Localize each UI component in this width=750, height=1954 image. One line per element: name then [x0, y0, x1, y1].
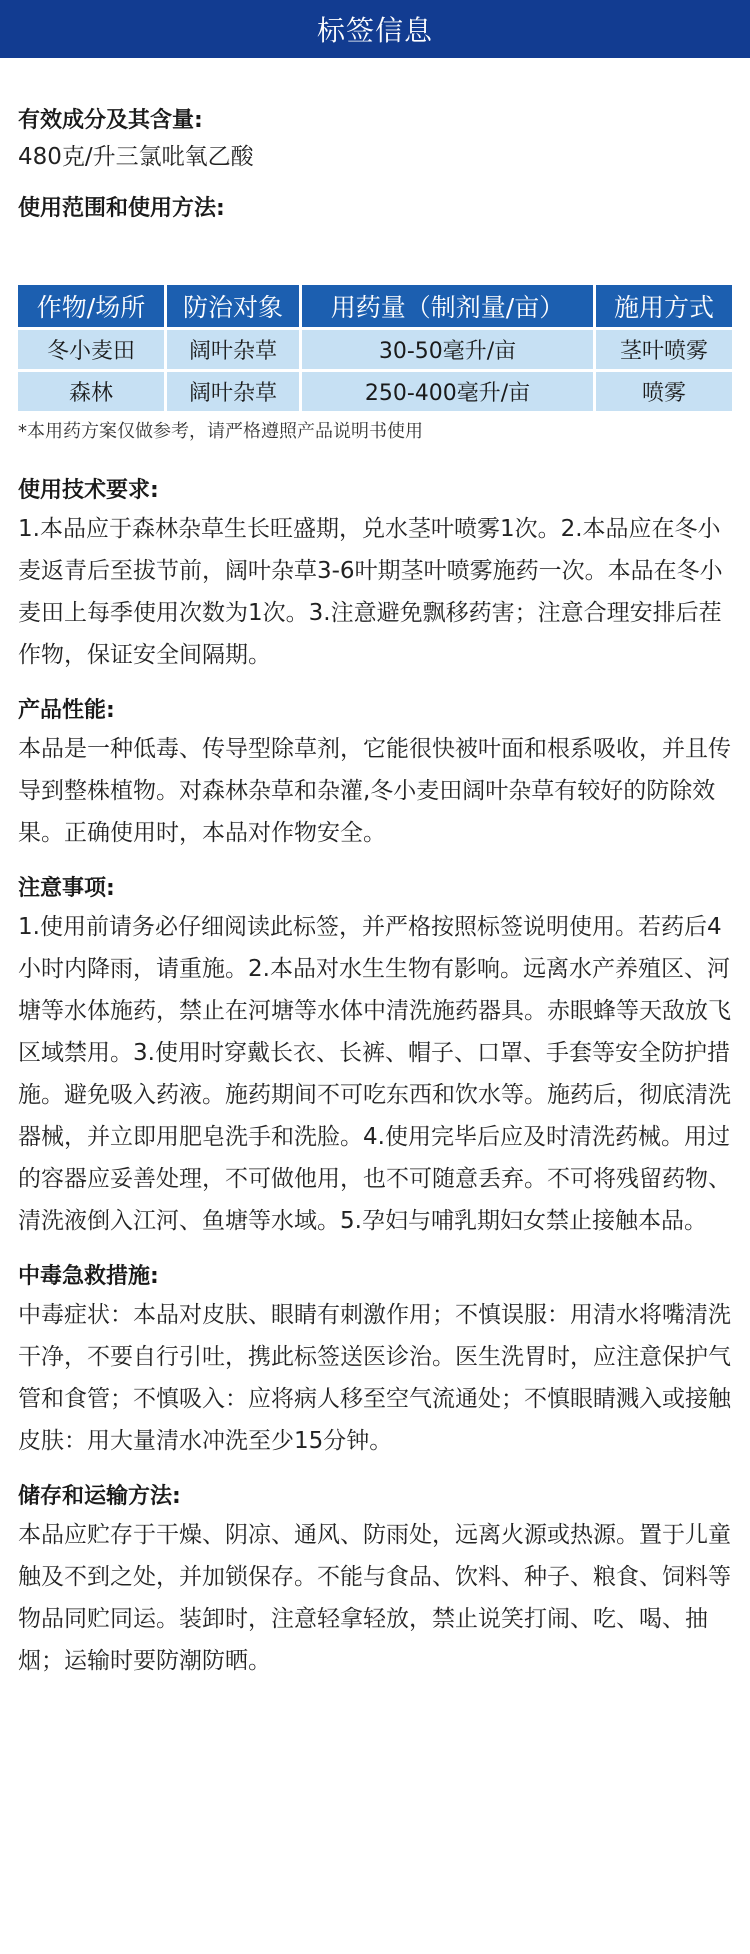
caution-section — [18, 872, 732, 1242]
technical-body: 1.本品应于森林杂草生长旺盛期，兑水茎叶喷雾1次。2.本品应在冬小麦返青后至拔节前，阔叶杂草3-6叶期茎叶喷雾施药一次。本品在冬小麦田上每季使用次数为1次。3.注意避免飘移药害；注意合理安排后茬作物，保证安全间隔期。 — [18, 516, 723, 668]
header-method: 施用方式 — [596, 285, 732, 327]
first-aid-body: 中毒症状：本品对皮肤、眼睛有刺激作用；不慎误服：用清水将嘴清洗干净，不要自行引吐，携此标签送医诊治。医生洗胃时，应注意保护气管和食管；不慎吸入：应将病人移至空气流通处；不慎眼睛溅入或接触皮肤：用大量清水冲洗至少15分钟。 — [18, 1302, 731, 1454]
first-aid-title: 中毒急救措施: — [18, 1264, 159, 1289]
caution-title: 注意事项: — [18, 876, 115, 901]
performance-section — [18, 694, 732, 854]
table-row — [18, 372, 732, 411]
table-cell: 250-400毫升/亩 — [302, 372, 593, 411]
usage-title: 使用范围和使用方法: — [18, 196, 225, 221]
dosage-note: *本用药方案仅做参考，请严格遵照产品说明书使用 — [18, 421, 423, 442]
storage-title: 储存和运输方法: — [18, 1484, 181, 1509]
table-row — [18, 330, 732, 369]
table-cell: 森林 — [18, 372, 164, 411]
header-crop: 作物/场所 — [18, 285, 164, 327]
storage-section — [18, 1480, 732, 1682]
table-cell: 阔叶杂草 — [167, 330, 299, 369]
table-cell: 茎叶喷雾 — [596, 330, 732, 369]
active-ingredient-title: 有效成分及其含量: — [18, 108, 203, 133]
performance-body: 本品是一种低毒、传导型除草剂，它能很快被叶面和根系吸收，并且传导到整株植物。对森林杂草和杂灌,冬小麦田阔叶杂草有较好的防除效果。正确使用时，本品对作物安全。 — [18, 736, 731, 846]
first-aid-section — [18, 1260, 732, 1462]
label-content — [0, 104, 750, 1682]
active-ingredient-section — [18, 104, 732, 176]
usage-section — [18, 192, 732, 226]
technical-title: 使用技术要求: — [18, 478, 159, 503]
dosage-table — [15, 282, 735, 414]
dosage-table-header-row — [18, 285, 732, 327]
active-ingredient-body: 480克/升三氯吡氧乙酸 — [18, 144, 254, 170]
table-cell: 冬小麦田 — [18, 330, 164, 369]
storage-body: 本品应贮存于干燥、阴凉、通风、防雨处，远离火源或热源。置于儿童触及不到之处，并加锁保存。不能与食品、饮料、种子、粮食、饲料等物品同贮同运。装卸时，注意轻拿轻放，禁止说笑打闹、吃、喝、抽烟；运输时要防潮防晒。 — [18, 1522, 731, 1674]
table-cell: 30-50毫升/亩 — [302, 330, 593, 369]
table-cell: 喷雾 — [596, 372, 732, 411]
technical-section — [18, 474, 732, 676]
table-cell: 阔叶杂草 — [167, 372, 299, 411]
dosage-table-wrap — [18, 282, 732, 446]
page-header — [0, 0, 750, 58]
header-target: 防治对象 — [167, 285, 299, 327]
header-dosage: 用药量（制剂量/亩） — [302, 285, 593, 327]
page-title: 标签信息 — [316, 14, 433, 47]
performance-title: 产品性能: — [18, 698, 115, 723]
caution-body: 1.使用前请务必仔细阅读此标签，并严格按照标签说明使用。若药后4小时内降雨，请重施。2.本品对水生生物有影响。远离水产养殖区、河塘等水体施药，禁止在河塘等水体中清洗施药器具。赤眼蜂等天敌放飞区域禁用。3.使用时穿戴长衣、长裤、帽子、口罩、手套等安全防护措施。避免吸入药液。施药期间不可吃东西和饮水等。施药后，彻底清洗器械，并立即用肥皂洗手和洗脸。4.使用完毕后应及时清洗药械。用过的容器应妥善处理，不可做他用，也不可随意丢弃。不可将残留药物、清洗液倒入江河、鱼塘等水域。5.孕妇与哺乳期妇女禁止接触本品。 — [18, 914, 731, 1234]
